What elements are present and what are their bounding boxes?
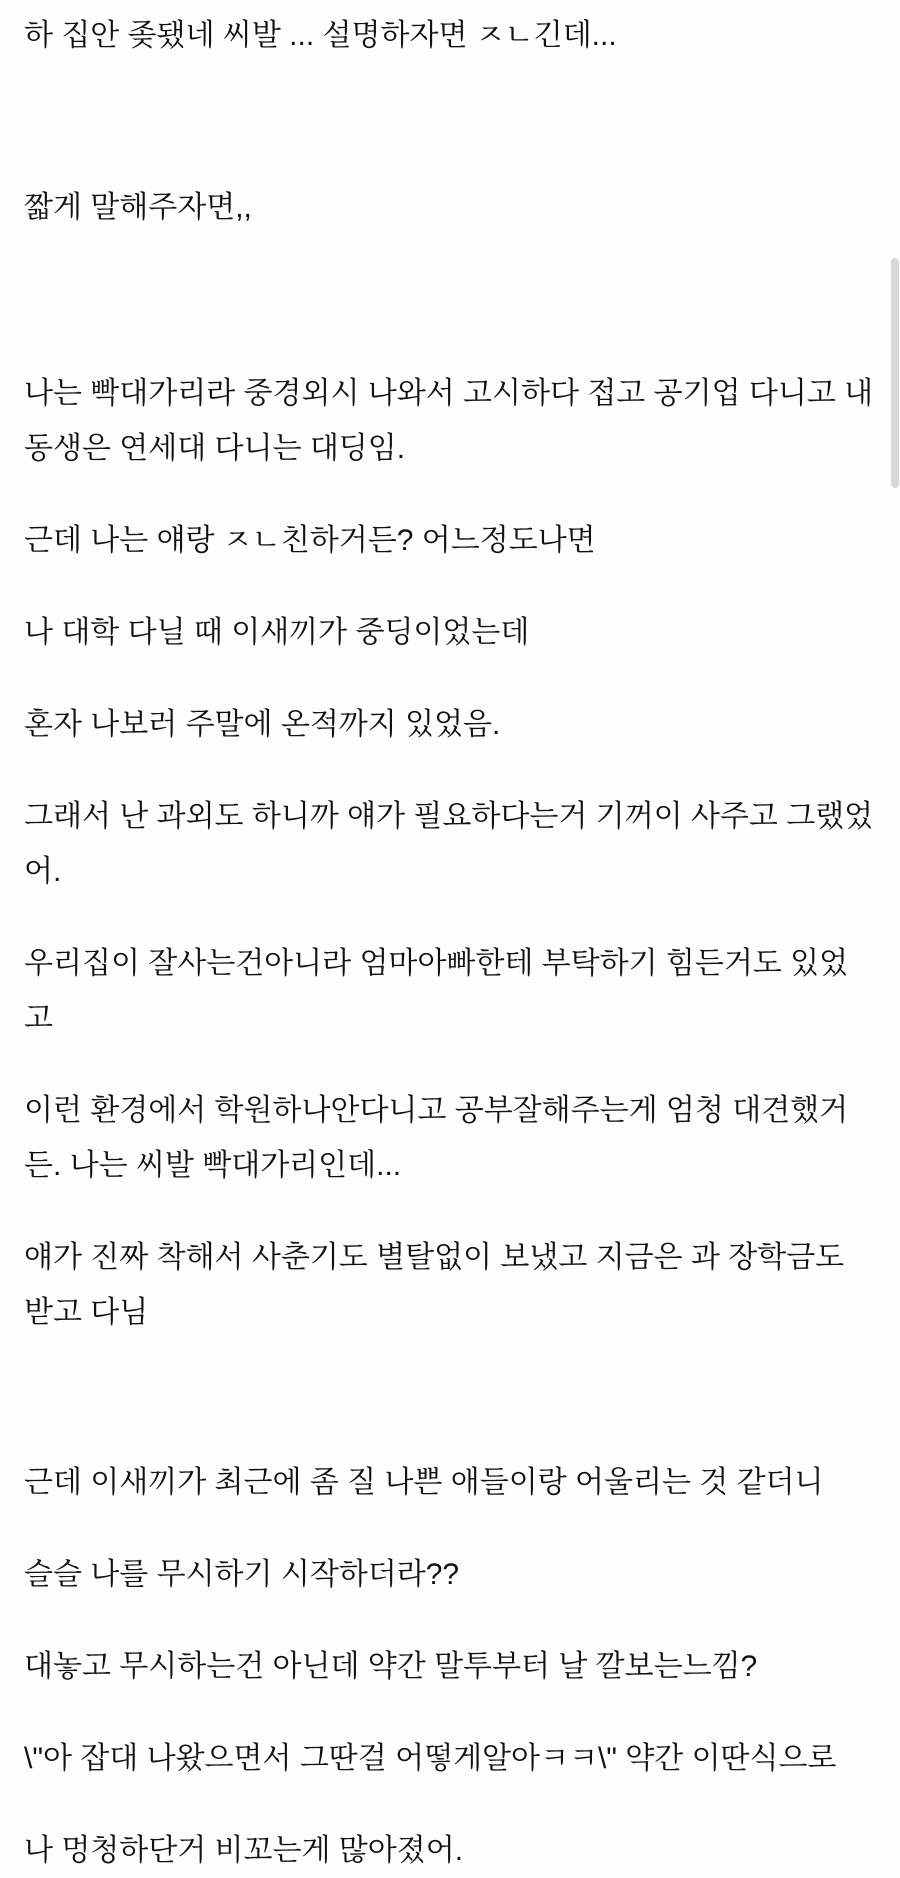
post-paragraph: 하 집안 좆됐네 씨발 ... 설명하자면 ㅈㄴ긴데... <box>24 19 617 52</box>
scrollbar-thumb[interactable] <box>891 258 899 488</box>
post-paragraph: 이런 환경에서 학원하나안다니고 공부잘해주는게 엄청 대견했거든. 나는 씨발 빡대가리인데... <box>24 1094 849 1182</box>
paragraph-spacer <box>24 1377 876 1455</box>
post-paragraph: 우리집이 잘사는건아니라 엄마아빠한테 부탁하기 힘든거도 있었고 <box>24 947 849 1035</box>
post-paragraph: \"아 잡대 나왔으면서 그딴걸 어떻게알아ㅋㅋ\" 약간 이딴식으로 <box>24 1742 837 1775</box>
post-paragraph: 짧게 말해주자면,, <box>24 191 252 224</box>
post-paragraph: 나 멍청하단거 비꼬는게 많아졌어. <box>24 1834 464 1867</box>
post-paragraph: 근데 이새끼가 최근에 좀 질 나쁜 애들이랑 어울리는 것 같더니 <box>24 1466 824 1499</box>
post-paragraph: 혼자 나보러 주말에 온적까지 있었음. <box>24 708 501 741</box>
post-paragraph: 나는 빡대가리라 중경외시 나와서 고시하다 접고 공기업 다니고 내 동생은 연세대 다니는 대딩임. <box>24 377 882 465</box>
paragraph-spacer <box>24 100 876 180</box>
post-paragraph: 얘가 진짜 착해서 사춘기도 별탈없이 보냈고 지금은 과 장학금도 받고 다님 <box>24 1241 853 1329</box>
post-paragraph: 슬슬 나를 무시하기 시작하더라?? <box>24 1558 460 1591</box>
post-paragraph: 대놓고 무시하는건 아닌데 약간 말투부터 날 깔보는느낌? <box>24 1650 758 1683</box>
paragraph-spacer <box>24 272 876 366</box>
post-paragraph: 근데 나는 얘랑 ㅈㄴ친하거든? 어느정도나면 <box>24 524 596 557</box>
post-paragraph: 그래서 난 과외도 하니까 얘가 필요하다는거 기꺼이 사주고 그랬었어. <box>24 800 874 888</box>
post-paragraph: 나 대학 다닐 때 이새끼가 중딩이었는데 <box>24 616 530 649</box>
